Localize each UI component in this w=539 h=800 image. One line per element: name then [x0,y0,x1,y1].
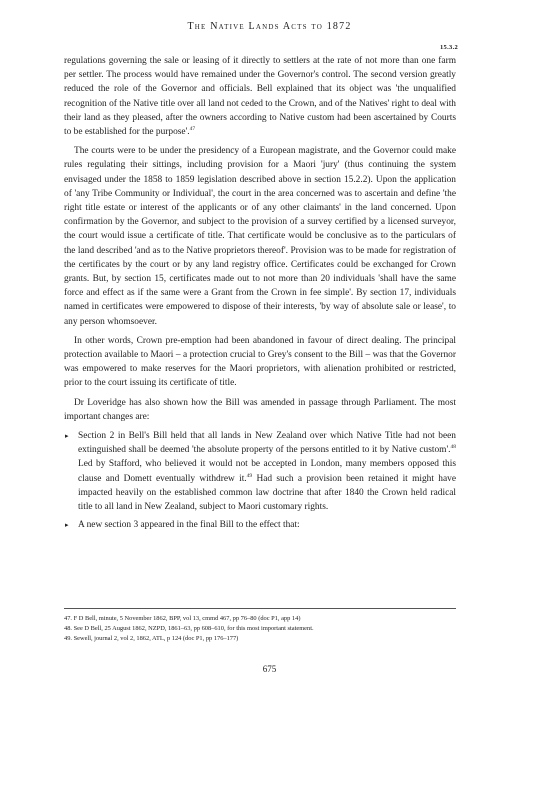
paragraph-2: The courts were to be under the presidency of a European magistrate, and the Governor could make rules regulating their sittings, including provision for a Maori 'jury' (thus continuing the system envisaged under the 1858 to 1859 legislation described above in section 15.2.2). Upon the application of 'any Tribe Community or Individual', the court in the area concerned was to ascertain and define 'the right title estate or interest of the applicants or of any other claimants' in the land concerned. Upon confirmation by the Governor, and subject to the provision of a survey certified by a licensed surveyor, the court would issue a certificate of title. That certificate would be conclusive as to the particulars of the land described 'and as to the Native proprietors thereof'. Provision was to be made for registration of the certificates by the court or by any land registry office. Certificates could be exchanged for Crown grants. But, by section 15, certificates made out to not more than 20 individuals 'shall have the same force and effect as if the same were a Grant from the Crown in fee simple'. By section 17, individuals named in certificates were empowered to dispose of their interests, 'by way of absolute sale or lease', to any person whomsoever. [64,146,456,327]
paragraph-3: In other words, Crown pre-emption had been abandoned in favour of direct dealing. The principal protection available to Maori – a protection crucial to Grey's consent to the Bill – was that the Governor was empowered to make reserves for the Maori proprietors, with alienation prohibited or restricted, prior to the court issuing its certificate of title. [64,335,456,389]
footnote-47: 47. F D Bell, minute, 5 November 1862, BPP, vol 13, cmmd 467, pp 76–80 (doc P1, app 14) [64,615,301,622]
footnote-ref-49: 49 [246,472,253,479]
list-item [64,518,456,532]
bullet-arrow-icon: ▸ [65,432,69,441]
list-item-text: A new section 3 appeared in the final Bill to the effect that: [78,520,300,531]
body-text [64,54,456,537]
footnote-divider [64,608,456,609]
footnote-ref-48: 48 [450,444,456,451]
list-item-text-c: Had such a provision been retained it might have impacted heavily on the established common law doctrine that after 1840 the Crown held radical title to all land in New Zealand, subject to Maori customary rights. [78,473,456,513]
page-number: 675 [262,664,277,674]
section-reference: 15.3.2 [440,44,459,51]
paragraph-1-text: regulations governing the sale or leasing of it directly to settlers at the rate of not more than one farm per settler. The process would have remained under the Governor's control. The second version greatly reduced the role of the Governor and officials. Bell explained that its object was 'the unqualified recognition of the Native title over all land not ceded to the Crown, and of the Natives' right to deal with their land as they pleased, after the owners according to Native custom had been ascertained by Courts to be established for the purpose'. [64,56,456,138]
footnote-48: 48. See D Bell, 25 August 1862, NZPD, 1861–63, pp 608–610, for this most important statement. [64,625,314,632]
paragraph-1 [64,54,456,139]
paragraph-4: Dr Loveridge has also shown how the Bill was amended in passage through Parliament. The most important changes are: [64,397,456,422]
bullet-arrow-icon: ▸ [65,521,69,530]
changes-list [64,429,456,532]
footnote-ref-47: 47 [189,126,196,133]
running-head: The Native Lands Acts to 1872 [187,21,352,32]
list-item-text-b: Led by Stafford, who believed it would not be accepted in London, many members opposed this clause and Domett eventually withdrew it. [78,459,456,484]
footnotes [64,614,456,644]
list-item-text-a: Section 2 in Bell's Bill held that all lands in New Zealand over which Native Title had not been extinguished shall be deemed 'the absolute property of the persons entitled to it by Native custom'. [78,431,456,456]
footnote-49: 49. Sewell, journal 2, vol 2, 1862, ATL, p 124 (doc P1, pp 176–177) [64,635,239,642]
list-item [64,429,456,514]
